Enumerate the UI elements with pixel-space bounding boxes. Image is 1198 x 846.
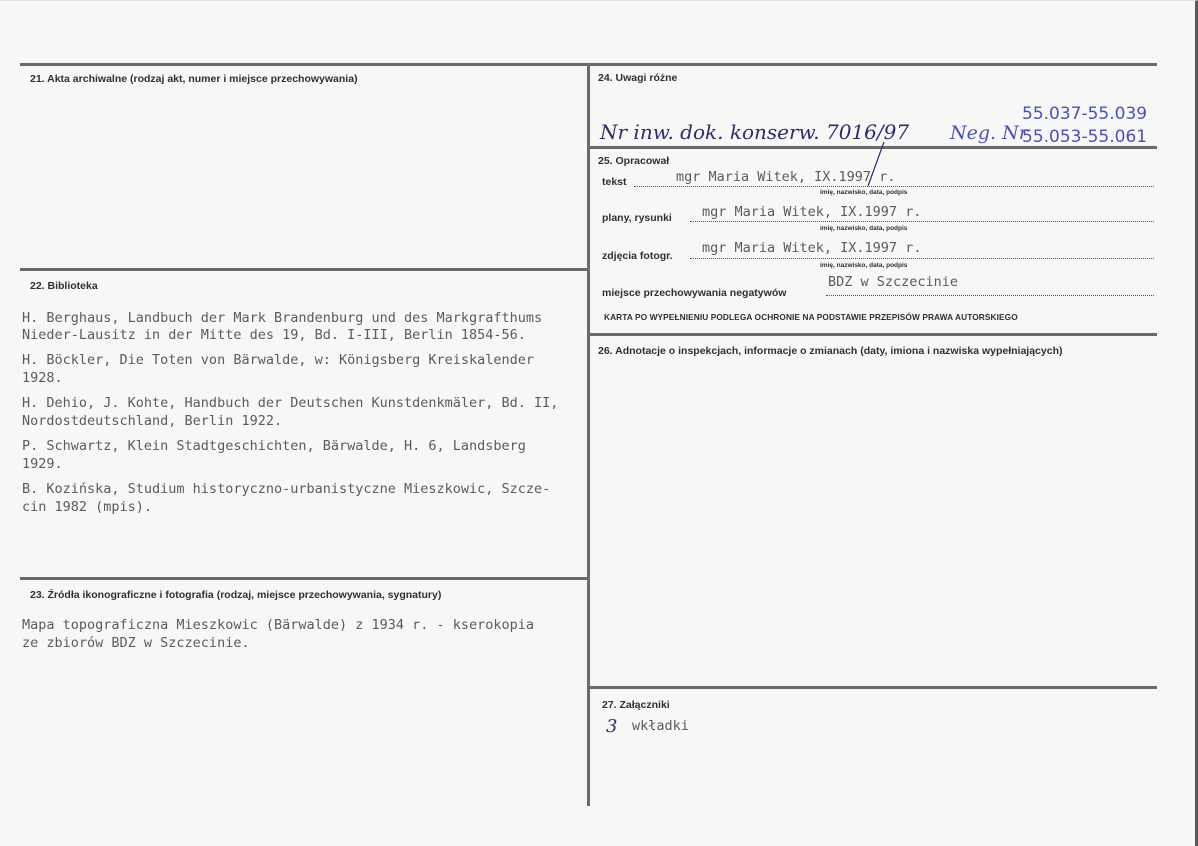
bib-entry-5-line-1: B. Kozińska, Studium historyczno-urbanistyczne Mieszkowic, Szcze- — [22, 481, 551, 497]
row-photos-line — [690, 258, 1154, 259]
row-text-value: mgr Maria Witek, IX.1997 r. — [676, 169, 896, 185]
section-25-title: 25. Opracował — [598, 155, 670, 167]
row-text-caption: imię, nazwisko, data, podpis — [820, 189, 908, 196]
bib-entry-2-line-2: 1928. — [22, 370, 63, 386]
section-21-title: 21. Akta archiwalne (rodzaj akt, numer i miejsce przechowywania) — [30, 73, 358, 85]
rule-23 — [20, 577, 589, 580]
inventory-number-handwritten: Nr inw. dok. konserw. 7016/97 — [600, 120, 910, 144]
row-plans-caption: imię, nazwisko, data, podpis — [820, 225, 908, 232]
negatives-storage-label: miejsce przechowywania negatywów — [602, 287, 787, 299]
bib-entry-5-line-2: cin 1982 (mpis). — [22, 499, 153, 515]
section-27-title: 27. Załączniki — [602, 699, 670, 711]
copyright-notice: KARTA PO WYPEŁNIENIU PODLEGA OCHRONIE NA PODSTAWIE PRZEPISÓW PRAWA AUTORSKIEGO — [604, 312, 1018, 322]
bib-entry-2-line-1: H. Böckler, Die Toten von Bärwalde, w: Königsberg Kreiskalender — [22, 352, 535, 368]
negative-range-1: 55.037-55.039 — [1022, 104, 1148, 124]
bib-entry-1-line-1: H. Berghaus, Landbuch der Mark Brandenburg und des Markgrafthums — [22, 310, 543, 326]
negatives-storage-line — [826, 295, 1154, 296]
bib-entry-1-line-2: Nieder-Lausitz in der Mitte des 19, Bd. I-III, Berlin 1854-56. — [22, 327, 526, 343]
icon-source-line-2: ze zbiorów BDZ w Szczecinie. — [22, 635, 250, 651]
negative-number-label: Neg. Nr — [950, 122, 1028, 144]
center-divider — [587, 63, 590, 806]
bib-entry-4-line-2: 1929. — [22, 456, 63, 472]
section-23-title: 23. Źródła ikonograficzne i fotografia (rodzaj, miejsce przechowywania, sygnatury) — [30, 589, 442, 601]
section-22-title: 22. Biblioteka — [30, 280, 98, 292]
row-plans-label: plany, rysunki — [602, 212, 672, 224]
negative-range-2: 55.053-55.061 — [1022, 127, 1148, 147]
row-plans-value: mgr Maria Witek, IX.1997 r. — [702, 204, 922, 220]
row-photos-value: mgr Maria Witek, IX.1997 r. — [702, 240, 922, 256]
bib-entry-3-line-1: H. Dehio, J. Kohte, Handbuch der Deutschen Kunstdenkmäler, Bd. II, — [22, 395, 559, 411]
row-photos-caption: imię, nazwisko, data, podpis — [820, 262, 908, 269]
section-26-title: 26. Adnotacje o inspekcjach, informacje o zmianach (daty, imiona i nazwiska wypełniających) — [598, 345, 1063, 357]
attachments-count-handwritten: 3 — [606, 716, 618, 737]
attachments-value: wkładki — [632, 718, 689, 734]
rule-22 — [20, 268, 589, 271]
row-text-label: tekst — [602, 176, 627, 188]
bib-entry-4-line-1: P. Schwartz, Klein Stadtgeschichten, Bärwalde, H. 6, Landsberg — [22, 438, 526, 454]
icon-source-line-1: Mapa topograficzna Mieszkowic (Bärwalde) z 1934 r. - kserokopia — [22, 617, 535, 633]
rule-27 — [589, 686, 1157, 689]
row-photos-label: zdjęcia fotogr. — [602, 250, 673, 262]
rule-26 — [589, 333, 1157, 336]
bib-entry-3-line-2: Nordostdeutschland, Berlin 1922. — [22, 413, 283, 429]
section-24-title: 24. Uwagi różne — [598, 72, 678, 84]
negatives-storage-value: BDZ w Szczecinie — [828, 274, 959, 290]
